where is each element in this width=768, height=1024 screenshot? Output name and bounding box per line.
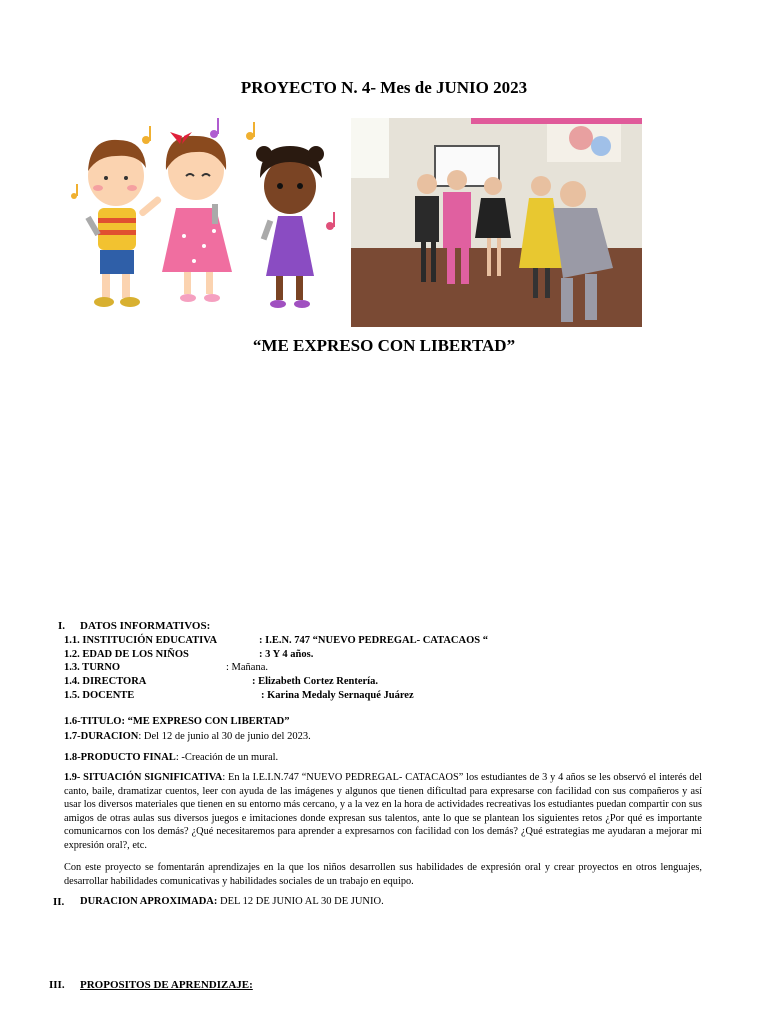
info-value: : Mañana.	[226, 662, 268, 673]
duracion-line	[64, 731, 311, 742]
section-number: II.	[53, 896, 65, 908]
document-title: PROYECTO N. 4- Mes de JUNIO 2023	[240, 78, 528, 97]
info-value: : I.E.N. 747 “NUEVO PEDREGAL- CATACAOS “	[259, 635, 488, 646]
producto-line	[64, 752, 278, 763]
girl-pink-figure	[162, 132, 232, 302]
section-heading: DURACION APROXIMADA:	[80, 896, 218, 907]
situacion-paragraph	[64, 771, 702, 853]
section-heading: PROPOSITOS DE APRENDIZAJE:	[80, 979, 253, 991]
singing-kids-drawing	[64, 116, 346, 326]
classroom-photo-drawing	[351, 118, 642, 327]
boy-figure	[85, 140, 162, 307]
situacion-label: 1.9- SITUACIÓN SIGNIFICATIVA	[64, 772, 223, 783]
section-number: III.	[49, 979, 65, 991]
girl-purple-figure	[256, 146, 324, 308]
info-value: : Elizabeth Cortez Rentería.	[252, 676, 378, 687]
info-value: : Karina Medaly Sernaqué Juárez	[261, 690, 414, 701]
info-value: : 3 Y 4 años.	[259, 649, 314, 660]
section-number: I.	[58, 620, 66, 632]
proyecto-paragraph: Con este proyecto se fomentarán aprendizajes en la que los niños desarrollen sus habilidades de expresión oral y crear proyectos en otros lenguajes, desarrollar habilidades comunicativas y habilidades sociales de un trabajo en equipo.	[64, 862, 702, 887]
duracion-value: : Del 12 de junio al 30 de junio del 2023.	[138, 731, 311, 742]
section-duracion-line	[80, 896, 384, 907]
info-label: 1.3. TURNO	[64, 662, 121, 673]
section-value: DEL 12 DE JUNIO AL 30 DE JUNIO.	[217, 896, 384, 907]
situacion-text: : En la I.E.I.N.747 “NUEVO PEDREGAL- CATACAOS” los estudiantes de 3 y 4 años se les observó el interés del canto, baile, dramatizar cuentos, leer con ayuda de las imágenes y algunos que tienen dificultad para expresarse con facilidad con sus compañeros y así usar los diversos materiales que tienen en su entorno más cercano, y a la vez en la hora de actividades recreativas los estudiantes puedan compartir con sus amigos de otras aulas sus diversos juegos e imitaciones donde expresan sus talentos, ante lo que se plantean los siguientes retos ¿Por qué es importante comunicarnos con los demás? ¿Qué necesitaremos para aprender a expresarnos con facilidad con los demás? ¿Qué estrategias me ayudaran a mejorar mi expresión oral?, etc.	[64, 772, 702, 851]
duracion-label: 1.7-DURACION	[64, 731, 139, 742]
music-note-icon	[210, 118, 219, 138]
info-label: 1.4. DIRECTORA	[64, 676, 147, 687]
producto-value: : -Creación de un mural.	[175, 752, 279, 763]
producto-label: 1.8-PRODUCTO FINAL	[64, 752, 176, 763]
section-heading: DATOS INFORMATIVOS:	[80, 620, 211, 632]
info-label: 1.5. DOCENTE	[64, 690, 135, 701]
music-note-icon	[326, 212, 335, 230]
classroom-children-photo	[351, 118, 642, 327]
info-label: 1.1. INSTITUCIÓN EDUCATIVA	[64, 635, 218, 646]
document-subtitle: “ME EXPRESO CON LIBERTAD”	[252, 336, 516, 355]
info-label: 1.2. EDAD DE LOS NIÑOS	[64, 649, 189, 660]
singing-kids-illustration	[64, 116, 346, 326]
titulo-line: 1.6-TITULO: “ME EXPRESO CON LIBERTAD”	[64, 716, 290, 727]
